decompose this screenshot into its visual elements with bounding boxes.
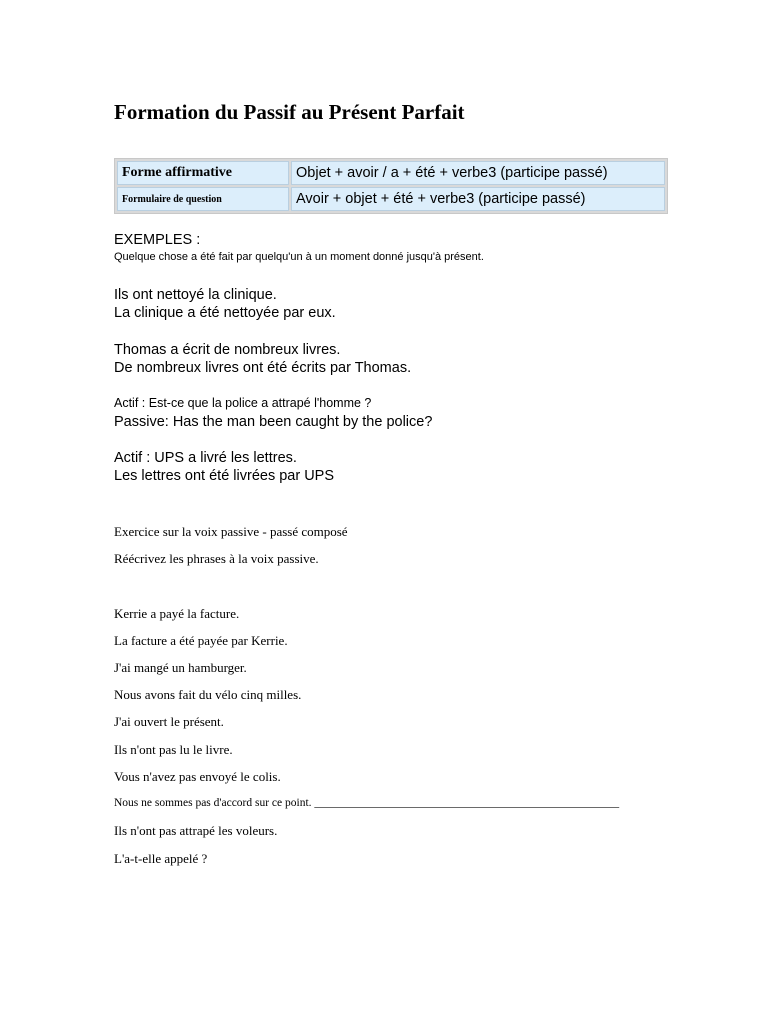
example-active: Actif : UPS a livré les lettres. [114,450,297,466]
exercise-instruction: Réécrivez les phrases à la voix passive. [114,551,319,566]
example-active: Actif : Est-ce que la police a attrapé l'homme ? [114,396,372,410]
example-active: Thomas a écrit de nombreux livres. [114,342,341,358]
exercise-item: La facture a été payée par Kerrie. [114,633,288,648]
exercise-item: J'ai ouvert le présent. [114,714,224,729]
rule-formula: Avoir + objet + été + verbe3 (participe passé) [291,187,665,211]
exercise-item: J'ai mangé un hamburger. [114,660,247,675]
rule-label: Formulaire de question [117,187,289,211]
exercise-item: L'a-t-elle appelé ? [114,851,208,866]
table-row [117,187,665,211]
example-passive: Passive: Has the man been caught by the police? [114,414,433,430]
example-passive: Les lettres ont été livrées par UPS [114,468,335,484]
example-active: Ils ont nettoyé la clinique. [114,287,277,303]
exercise-item: Vous n'avez pas envoyé le colis. [114,769,281,784]
page-title: Formation du Passif au Présent Parfait [114,100,465,124]
examples-intro: Quelque chose a été fait par quelqu'un à un moment donné jusqu'à présent. [114,251,484,263]
exercise-item: Nous ne sommes pas d'accord sur ce point. _____________________________________________________ [114,797,620,809]
exercise-title: Exercice sur la voix passive - passé composé [114,524,348,539]
exercise-item: Ils n'ont pas lu le livre. [114,742,233,757]
formation-table [114,158,668,214]
rule-label: Forme affirmative [117,161,289,185]
rule-formula: Objet + avoir / a + été + verbe3 (participe passé) [291,161,665,185]
exercise-item: Ils n'ont pas attrapé les voleurs. [114,823,278,838]
example-passive: La clinique a été nettoyée par eux. [114,305,336,321]
exercise-item: Nous avons fait du vélo cinq milles. [114,687,302,702]
examples-heading: EXEMPLES : [114,232,201,248]
table-row [117,161,665,185]
example-passive: De nombreux livres ont été écrits par Thomas. [114,360,412,376]
exercise-item: Kerrie a payé la facture. [114,606,240,621]
